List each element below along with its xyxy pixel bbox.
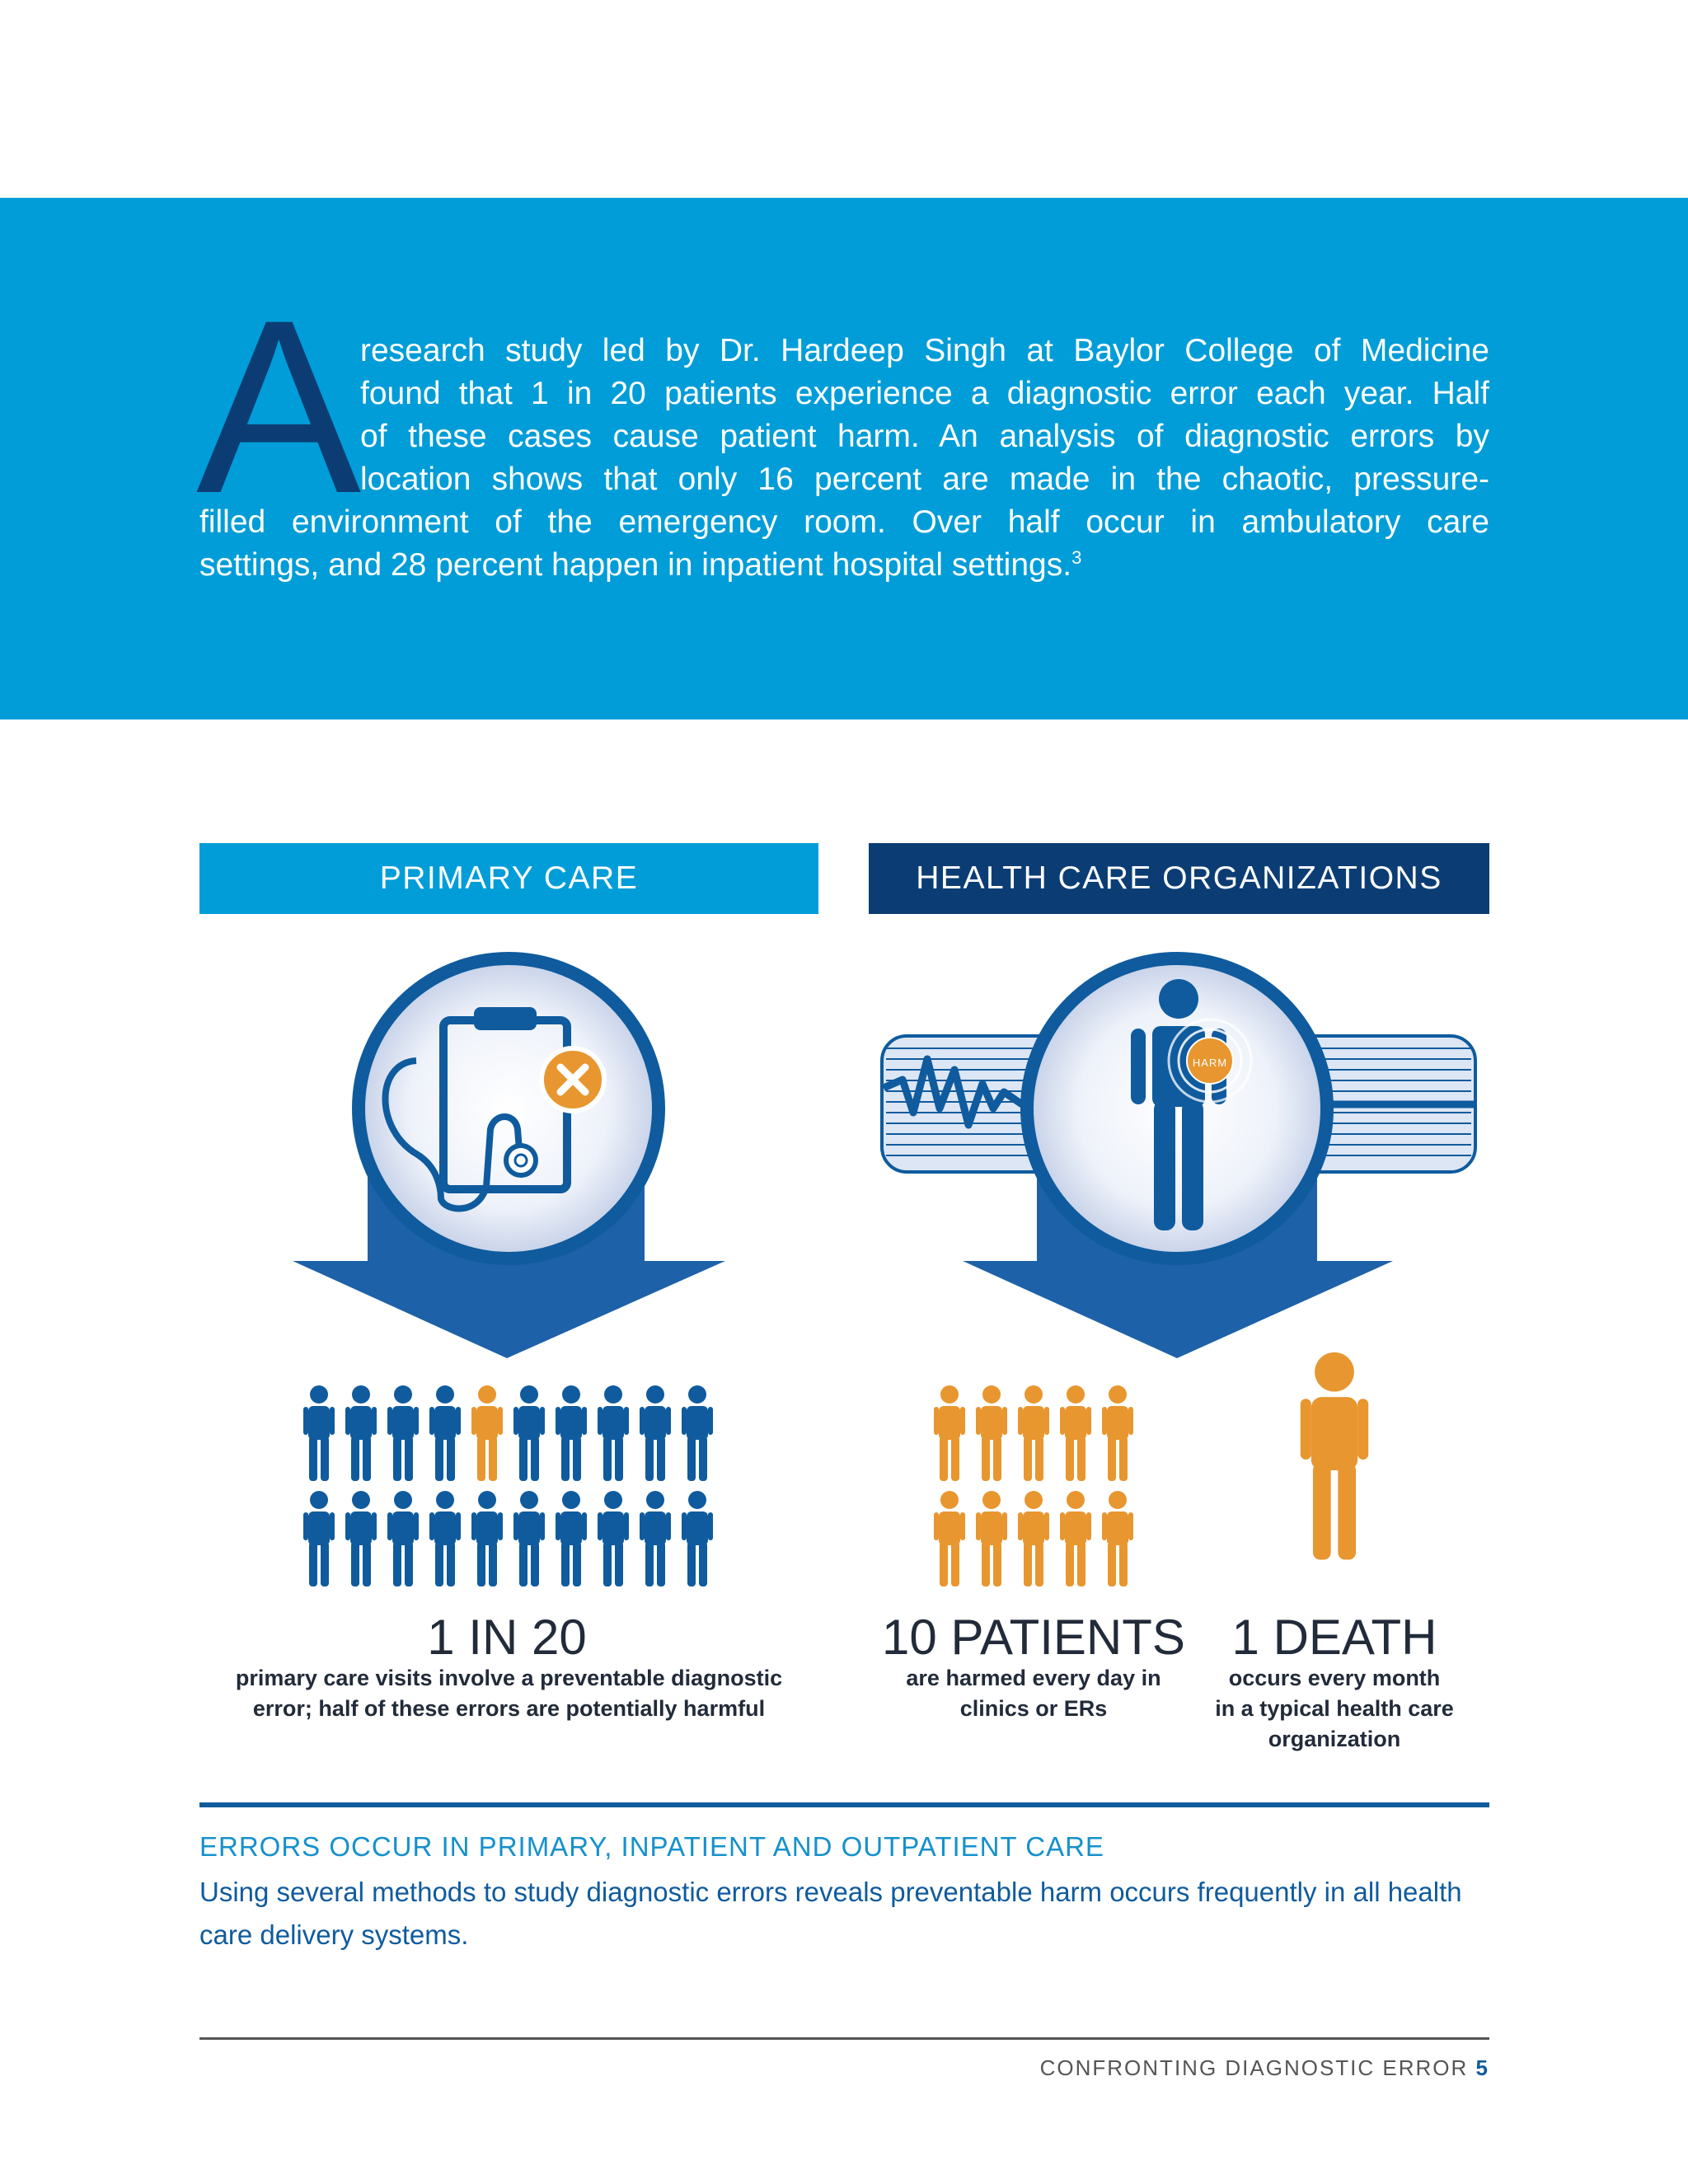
- intro-line: research study led by Dr. Hardeep Singh at Baylor College of Medicine: [360, 333, 1489, 368]
- health-care-orgs-header: HEALTH CARE ORGANIZATIONS: [869, 843, 1489, 914]
- stat-desc-line: primary care visits involve a preventable diagnostic: [235, 1666, 783, 1690]
- clipboard-stethoscope-icon: [359, 958, 659, 1258]
- person-icon: [556, 1491, 587, 1586]
- person-icon-large: [1301, 1352, 1368, 1560]
- person-icon: [976, 1385, 1007, 1481]
- patients-stat-desc: [869, 1663, 1198, 1724]
- person-icon: [345, 1385, 377, 1481]
- person-icon: [1018, 1385, 1049, 1481]
- stat-desc-line: occurs every month: [1228, 1666, 1441, 1690]
- person-icon: [682, 1385, 713, 1481]
- primary-care-stat: 1 IN 20: [427, 1610, 587, 1665]
- person-icon: [303, 1491, 335, 1586]
- person-icon: [471, 1491, 503, 1586]
- footer-body: Using several methods to study diagnostic errors reveals preventable harm occurs frequently in all health care delivery systems.: [199, 1877, 1462, 1950]
- person-icon: [556, 1385, 587, 1481]
- person-icon: [640, 1491, 671, 1586]
- intro-line: found that 1 in 20 patients experience a diagnostic error each year. Half: [360, 376, 1489, 411]
- person-icon: [387, 1385, 419, 1481]
- patients-stat: 10 PATIENTS: [882, 1610, 1185, 1665]
- person-icon-highlighted: [471, 1385, 503, 1481]
- person-icon: [513, 1491, 545, 1586]
- person-icon: [640, 1385, 671, 1481]
- stat-desc-line: in a typical health care: [1215, 1696, 1454, 1721]
- page-footer: [1040, 2055, 1489, 2081]
- page-footer-rule: [199, 2037, 1489, 2040]
- death-stat-desc: [1187, 1663, 1482, 1755]
- person-icon: [598, 1491, 629, 1586]
- person-icon: [1102, 1491, 1133, 1586]
- person-icon: [1102, 1385, 1133, 1481]
- stat-desc-line: error; half of these errors are potentially harmful: [252, 1696, 766, 1721]
- stat-desc-line: clinics or ERs: [959, 1696, 1108, 1721]
- intro-line: location shows that only 16 percent are made in the chaotic, pressure-: [360, 462, 1489, 497]
- person-icon: [1060, 1385, 1091, 1481]
- stat-desc-line: are harmed every day in: [906, 1666, 1161, 1690]
- primary-care-header: PRIMARY CARE: [199, 843, 818, 914]
- person-icon: [303, 1385, 335, 1481]
- person-icon: [387, 1491, 419, 1586]
- person-icon: [1060, 1491, 1091, 1586]
- person-icon: [682, 1491, 713, 1586]
- death-stat: 1 DEATH: [1231, 1610, 1437, 1665]
- intro-line: of these cases cause patient harm. An analysis of diagnostic errors by: [360, 419, 1489, 454]
- running-title: CONFRONTING DIAGNOSTIC ERROR: [1039, 2055, 1469, 2080]
- section-divider: [199, 1802, 1489, 1807]
- drop-cap: A: [196, 268, 362, 545]
- person-icon: [934, 1491, 965, 1586]
- page-number: 5: [1475, 2055, 1489, 2080]
- person-icon: [513, 1385, 545, 1481]
- person-icon: [1018, 1491, 1049, 1586]
- footnote-marker: 3: [1071, 547, 1082, 568]
- person-icon: [976, 1491, 1007, 1586]
- primary-care-people-grid: [303, 1385, 713, 1586]
- stat-desc-line: organization: [1268, 1727, 1401, 1751]
- primary-care-stat-desc: [199, 1663, 818, 1724]
- death-person: [1301, 1352, 1368, 1560]
- person-icon: [429, 1491, 461, 1586]
- person-icon: [345, 1491, 377, 1586]
- person-icon: [429, 1385, 461, 1481]
- harm-label: HARM: [1192, 1057, 1228, 1069]
- person-icon: [934, 1385, 965, 1481]
- person-icon: [598, 1385, 629, 1481]
- intro-line-text: settings, and 28 percent happen in inpatient hospital settings.: [199, 547, 1072, 583]
- footer-title: ERRORS OCCUR IN PRIMARY, INPATIENT AND OUTPATIENT CARE: [199, 1831, 1104, 1862]
- intro-line: filled environment of the emergency room. Over half occur in ambulatory care: [199, 504, 1489, 540]
- patients-harmed-people-grid: [934, 1385, 1133, 1586]
- patient-harm-icon: [1027, 958, 1327, 1258]
